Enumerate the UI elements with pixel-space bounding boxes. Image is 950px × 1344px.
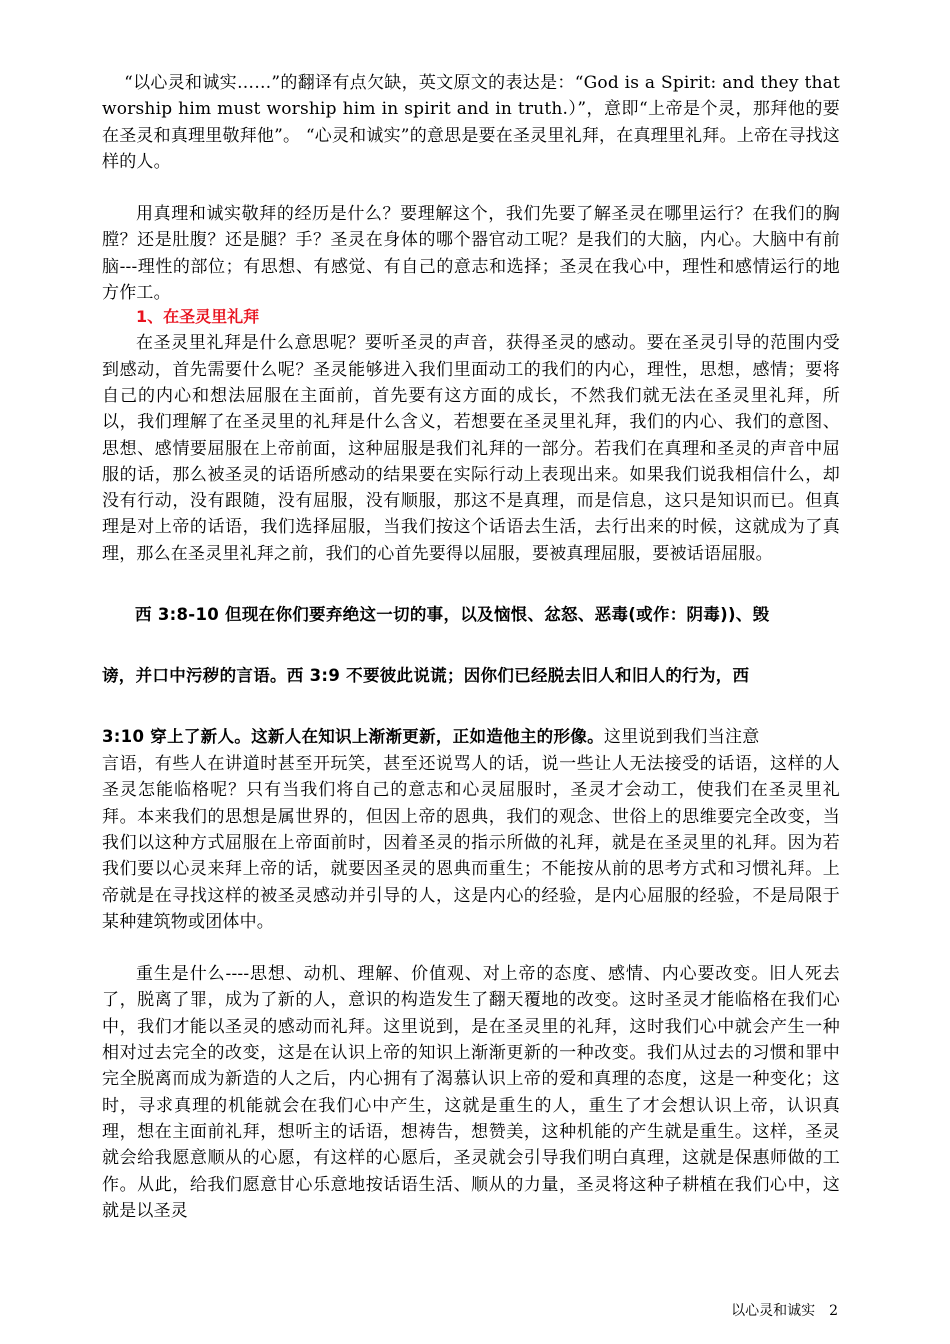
paragraph-rebirth: 重生是什么----思想、动机、理解、价值观、对上帝的态度、感情、内心要改变。旧人死去了，脱离了罪，成为了新的人，意识的构造发生了翻天覆地的改变。这时圣灵才能临格在我们心中，我们才能以圣灵的感动而礼拜。这里说到，是在圣灵里的礼拜，这时我们心中就会产生一种相对过去完全的改变，这是在认识上帝的知识上渐渐更新的一种改变。我们从过去的习惯和罪中完全脱离而成为新造的人之后，内心拥有了渴慕认识上帝的爱和真理的态度，这是一种变化；这时，寻求真理的机能就会在我们心中产生，这就是重生的人，重生了才会想认识上帝，认识真理，想在主面前礼拜，想听主的话语，想祷告，想赞美，这种机能的产生就是重生。这样，圣灵就会给我愿意顺从的心愿，有这样的心愿后，圣灵就会引导我们明白真理，这就是保惠师做的工作。从此，给我们愿意甘心乐意地按话语生活、顺从的力量，圣灵将这种子耕植在我们心中，这就是以圣灵: [102, 964, 840, 1221]
page-number: 2: [829, 1303, 838, 1319]
paragraph-truth-worship: 用真理和诚实敬拜的经历是什么？要理解这个，我们先要了解圣灵在哪里运行？在我们的胸膛？还是肚腹？还是腿？手？圣灵在身体的哪个器官动工呢？是我们的大脑，内心。大脑中有前脑---理性的部位；有思想、有感觉、有自己的意志和选择；圣灵在我心中，理性和感情运行的地方作工。: [102, 204, 840, 304]
scripture-line-3-tail: 这里说到我们当注意: [603, 727, 760, 748]
footer-title: 以心灵和诚实: [731, 1303, 816, 1319]
scripture-line-3: [102, 723, 840, 751]
paragraph-speech: 言语，有些人在讲道时甚至开玩笑，甚至还说骂人的话，说一些让人无法接受的话语，这样的人圣灵怎能临格呢？只有当我们将自己的意志和心灵屈服时，圣灵才会动工，使我们在圣灵里礼拜。本来我们的思想是属世界的，但因上帝的恩典，我们的观念、世俗上的思维要完全改变，当我们以这种方式屈服在上帝面前时，因着圣灵的指示所做的礼拜，就是在圣灵里的礼拜。因为若我们要以心灵来拜上帝的话，就要因圣灵的恩典而重生；不能按从前的思考方式和习惯礼拜。上帝就是在寻找这样的被圣灵感动并引导的人，这是内心的经验，是内心屈服的经验，不是局限于某种建筑物或团体中。: [102, 754, 840, 932]
section-heading: 1、在圣灵里礼拜: [136, 307, 260, 327]
paragraph-gap: [102, 175, 840, 201]
scripture-line-3-text: 3:10 穿上了新人。这新人在知识上渐渐更新，正如造他主的形像。: [102, 727, 604, 747]
paragraph-translation-note: “以心灵和诚实……”的翻译有点欠缺，英文原文的表达是：“God is a Spirit: and they that worship him must worship him in spirit and in truth.）”，意即“上帝是个灵，那拜他的要在圣灵和真理里敬拜他”。 “心灵和诚实”的意思是要在圣灵里礼拜，在真理里礼拜。上帝在寻找这样的人。: [102, 73, 840, 172]
paragraph-worship-in-spirit: 在圣灵里礼拜是什么意思呢？要听圣灵的声音，获得圣灵的感动。要在圣灵引导的范围内受到感动，首先需要什么呢？圣灵能够进入我们里面动工的我们的内心，理性，思想，感情；要将自己的内心和想法屈服在主面前，首先要有这方面的成长，不然我们就无法在圣灵里礼拜，所以，我们理解了在圣灵里的礼拜是什么含义，若想要在圣灵里礼拜，我们的内心、我们的意图、思想、感情要屈服在上帝前面，这种屈服是我们礼拜的一部分。若我们在真理和圣灵的声音中屈服的话，那么被圣灵的话语所感动的结果要在实际行动上表现出来。如果我们说我相信什么，却没有行动，没有跟随，没有屈服，没有顺服，那这不是真理，而是信息，这只是知识而已。但真理是对上帝的话语，我们选择屈服，当我们按这个话语去生活，去行出来的时候，这就成为了真理，那么在圣灵里礼拜之前，我们的心首先要得以屈服，要被真理屈服，要被话语屈服。: [102, 333, 840, 564]
page-footer: [717, 1300, 838, 1320]
scripture-line-1: 西 3:8-10 但现在你们要弃绝这一切的事，以及恼恨、忿怒、恶毒(或作：阴毒))、毁: [135, 605, 770, 625]
document-body: [102, 70, 840, 1224]
scripture-quote: [102, 601, 840, 751]
scripture-line-2: 谤，并口中污秽的言语。西 3:9 不要彼此说谎；因你们已经脱去旧人和旧人的行为，西: [102, 666, 750, 686]
paragraph-gap: [102, 935, 840, 961]
